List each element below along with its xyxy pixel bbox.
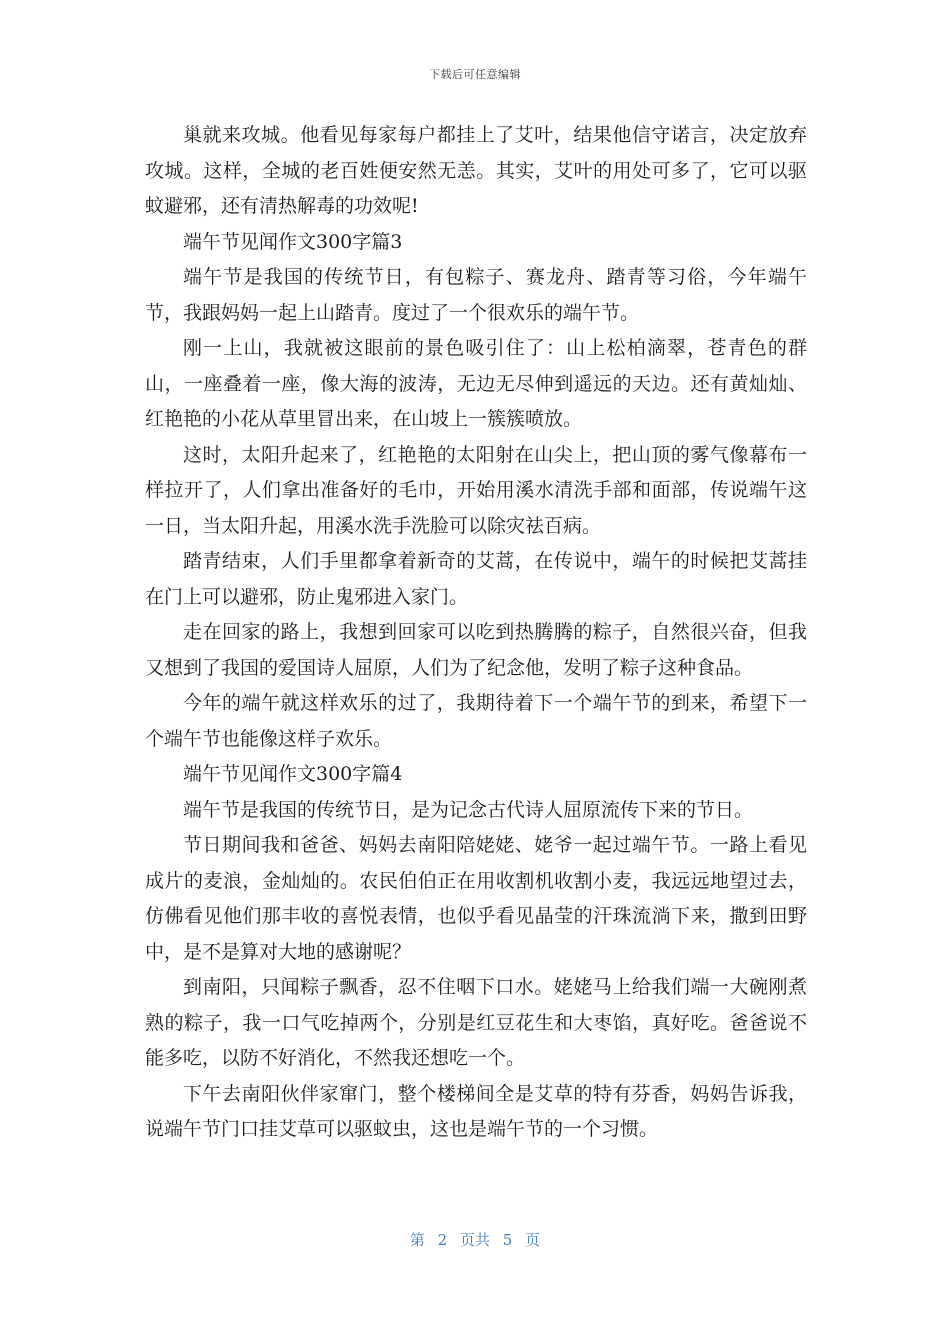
section-heading: 端午节见闻作文300字篇4 bbox=[183, 763, 403, 785]
footer-middle: 页共 bbox=[459, 1231, 490, 1249]
section-heading: 端午节见闻作文300字篇3 bbox=[183, 230, 403, 253]
page-header: 下载后可任意编辑 bbox=[429, 68, 521, 81]
footer-total-pages: 5 bbox=[502, 1231, 513, 1249]
paragraph: 今年的端午就这样欢乐的过了，我期待着下一个端午节的到来，希望下一个端午节也能像这样子欢乐。 bbox=[145, 692, 807, 750]
footer-suffix: 页 bbox=[525, 1231, 541, 1249]
paragraph: 刚一上山，我就被这眼前的景色吸引住了：山上松柏滴翠，苍青色的群山，一座叠着一座，像大海的波涛，无边无尽伸到遥远的天边。还有黄灿灿、红艳艳的小花从草里冒出来，在山坡上一簇簇喷放。 bbox=[145, 337, 807, 430]
paragraph: 端午节是我国的传统节日，有包粽子、赛龙舟、踏青等习俗，今年端午节，我跟妈妈一起上山踏青。度过了一个很欢乐的端午节。 bbox=[145, 266, 807, 324]
paragraph: 节日期间我和爸爸、妈妈去南阳陪姥姥、姥爷一起过端午节。一路上看见成片的麦浪，金灿灿的。农民伯伯正在用收割机收割小麦，我远远地望过去，仿佛看见他们那丰收的喜悦表情，也似乎看见晶莹的汗珠流淌下来，撒到田野中，是不是算对大地的感谢呢？ bbox=[145, 834, 807, 963]
page-footer bbox=[0, 1229, 950, 1250]
paragraph: 端午节是我国的传统节日，是为记念古代诗人屈原流传下来的节日。 bbox=[183, 798, 754, 821]
footer-page-number: 2 bbox=[437, 1231, 448, 1249]
paragraph: 这时，太阳升起来了，红艳艳的太阳射在山尖上，把山顶的雾气像幕布一样拉开了，人们拿出准备好的毛巾，开始用溪水清洗手部和面部，传说端午这一日，当太阳升起，用溪水洗手洗脸可以除灾祛百病。 bbox=[145, 443, 807, 537]
document-body bbox=[145, 118, 807, 1148]
paragraph: 踏青结束，人们手里都拿着新奇的艾蒿，在传说中，端午的时候把艾蒿挂在门上可以避邪，防止鬼邪进入家门。 bbox=[145, 550, 807, 608]
paragraph: 下午去南阳伙伴家窜门，整个楼梯间全是艾草的特有芬香，妈妈告诉我，说端午节门口挂艾草可以驱蚊虫，这也是端午节的一个习惯。 bbox=[145, 1082, 807, 1140]
paragraph: 到南阳，只闻粽子飘香，忍不住咽下口水。姥姥马上给我们端一大碗刚煮熟的粽子，我一口气吃掉两个，分别是红豆花生和大枣馅，真好吃。爸爸说不能多吃，以防不好消化，不然我还想吃一个。 bbox=[145, 976, 807, 1069]
paragraph: 走在回家的路上，我想到回家可以吃到热腾腾的粽子，自然很兴奋，但我又想到了我国的爱国诗人屈原，人们为了纪念他，发明了粽子这种食品。 bbox=[145, 621, 807, 679]
footer-prefix: 第 bbox=[409, 1231, 425, 1249]
paragraph: 巢就来攻城。他看见每家每户都挂上了艾叶，结果他信守诺言，决定放弃攻城。这样，全城的老百姓便安然无恙。其实，艾叶的用处可多了，它可以驱蚊避邪，还有清热解毒的功效呢! bbox=[145, 124, 807, 217]
